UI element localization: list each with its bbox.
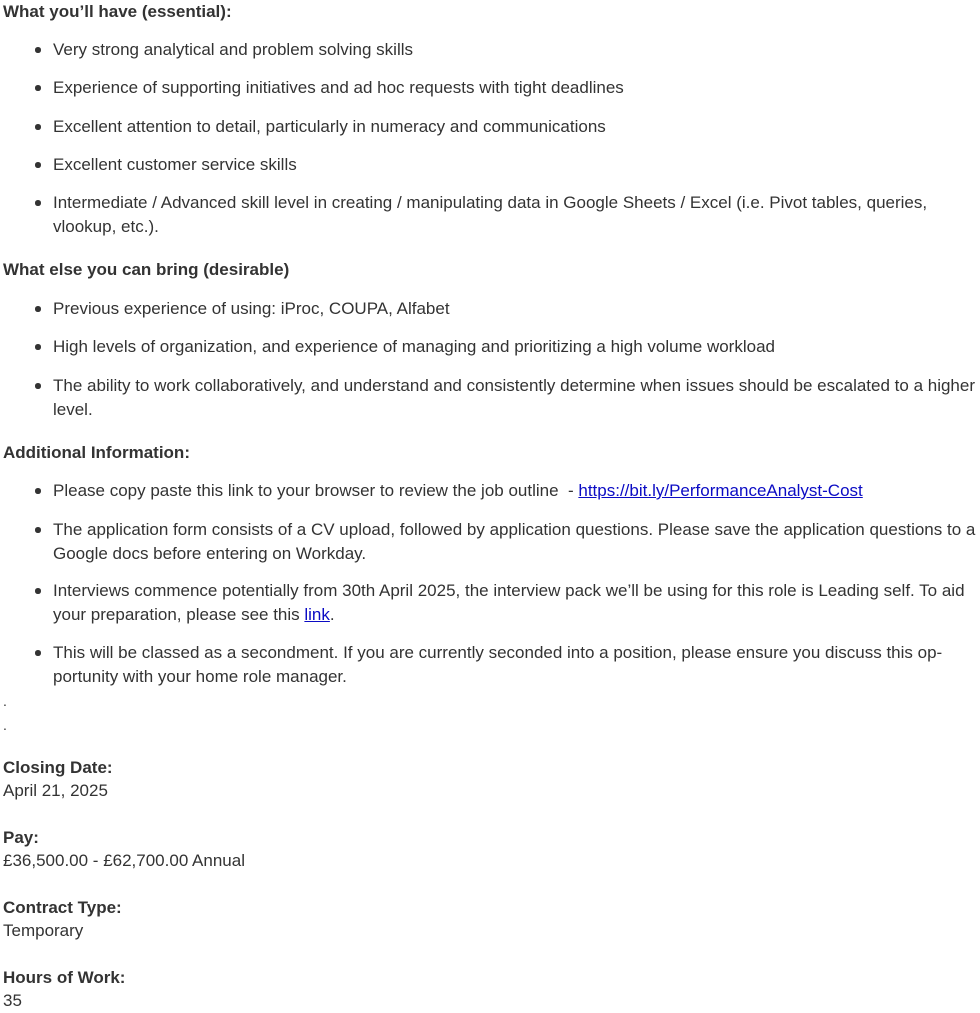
- job-outline-link[interactable]: https://bit.ly/PerformanceAnalyst-Cost: [578, 481, 863, 500]
- pay-label: Pay:: [3, 828, 39, 847]
- closing-date-value: April 21, 2025: [3, 781, 108, 800]
- list-item: The ability to work collaboratively, and understand and consistently determine when issues should be escalated to a higher level.: [53, 374, 978, 421]
- contract-type-label: Contract Type:: [3, 898, 122, 917]
- separator-dot: .: [3, 693, 7, 709]
- hours-of-work-label: Hours of Work:: [3, 968, 126, 987]
- contract-type-value: Temporary: [3, 921, 84, 940]
- list-item: Intermediate / Advanced skill level in creating / manipulating data in Google Sheets / Excel (i.e. Pivot tables, queries, vlookup, etc.).: [53, 191, 978, 238]
- list-item: Previous experience of using: iProc, COUPA, Alfabet: [53, 297, 978, 321]
- list-item: The application form consists of a CV upload, followed by application questions. Please save the application questions to a Google docs before entering on Workday.: [53, 518, 978, 565]
- additional-heading: Additional Information:: [3, 443, 190, 462]
- hours-of-work-value: 35: [3, 991, 22, 1010]
- list-item-text-end: .: [329, 604, 335, 624]
- list-item: [53, 479, 978, 503]
- separator-dot: .: [3, 717, 7, 733]
- list-item: [53, 579, 978, 626]
- list-item: This will be classed as a secondment. If you are currently seconded into a position, please ensure you discuss this opportunity with your home role manager.: [53, 641, 978, 688]
- preparation-link[interactable]: link: [304, 604, 330, 624]
- essential-heading: What you’ll have (essential):: [3, 2, 232, 21]
- list-item: Very strong analytical and problem solving skills: [53, 38, 978, 62]
- list-item: High levels of organization, and experience of managing and prioritizing a high volume workload: [53, 335, 978, 359]
- pay-value: £36,500.00 - £62,700.00 Annual: [3, 851, 245, 870]
- list-item: Experience of supporting initiatives and ad hoc requests with tight deadlines: [53, 76, 978, 100]
- closing-date-label: Closing Date:: [3, 758, 113, 777]
- desirable-heading: What else you can bring (desirable): [3, 260, 290, 279]
- list-item-text: Please copy paste this link to your browser to review the job outline -: [53, 481, 579, 500]
- list-item: Excellent attention to detail, particularly in numeracy and communications: [53, 115, 978, 139]
- list-item: Excellent customer service skills: [53, 153, 978, 177]
- list-item-text: Interviews commence potentially from 30th April 2025, the interview pack we’ll be using for this role is Leading self. To aid your preparation, please see this: [53, 581, 965, 624]
